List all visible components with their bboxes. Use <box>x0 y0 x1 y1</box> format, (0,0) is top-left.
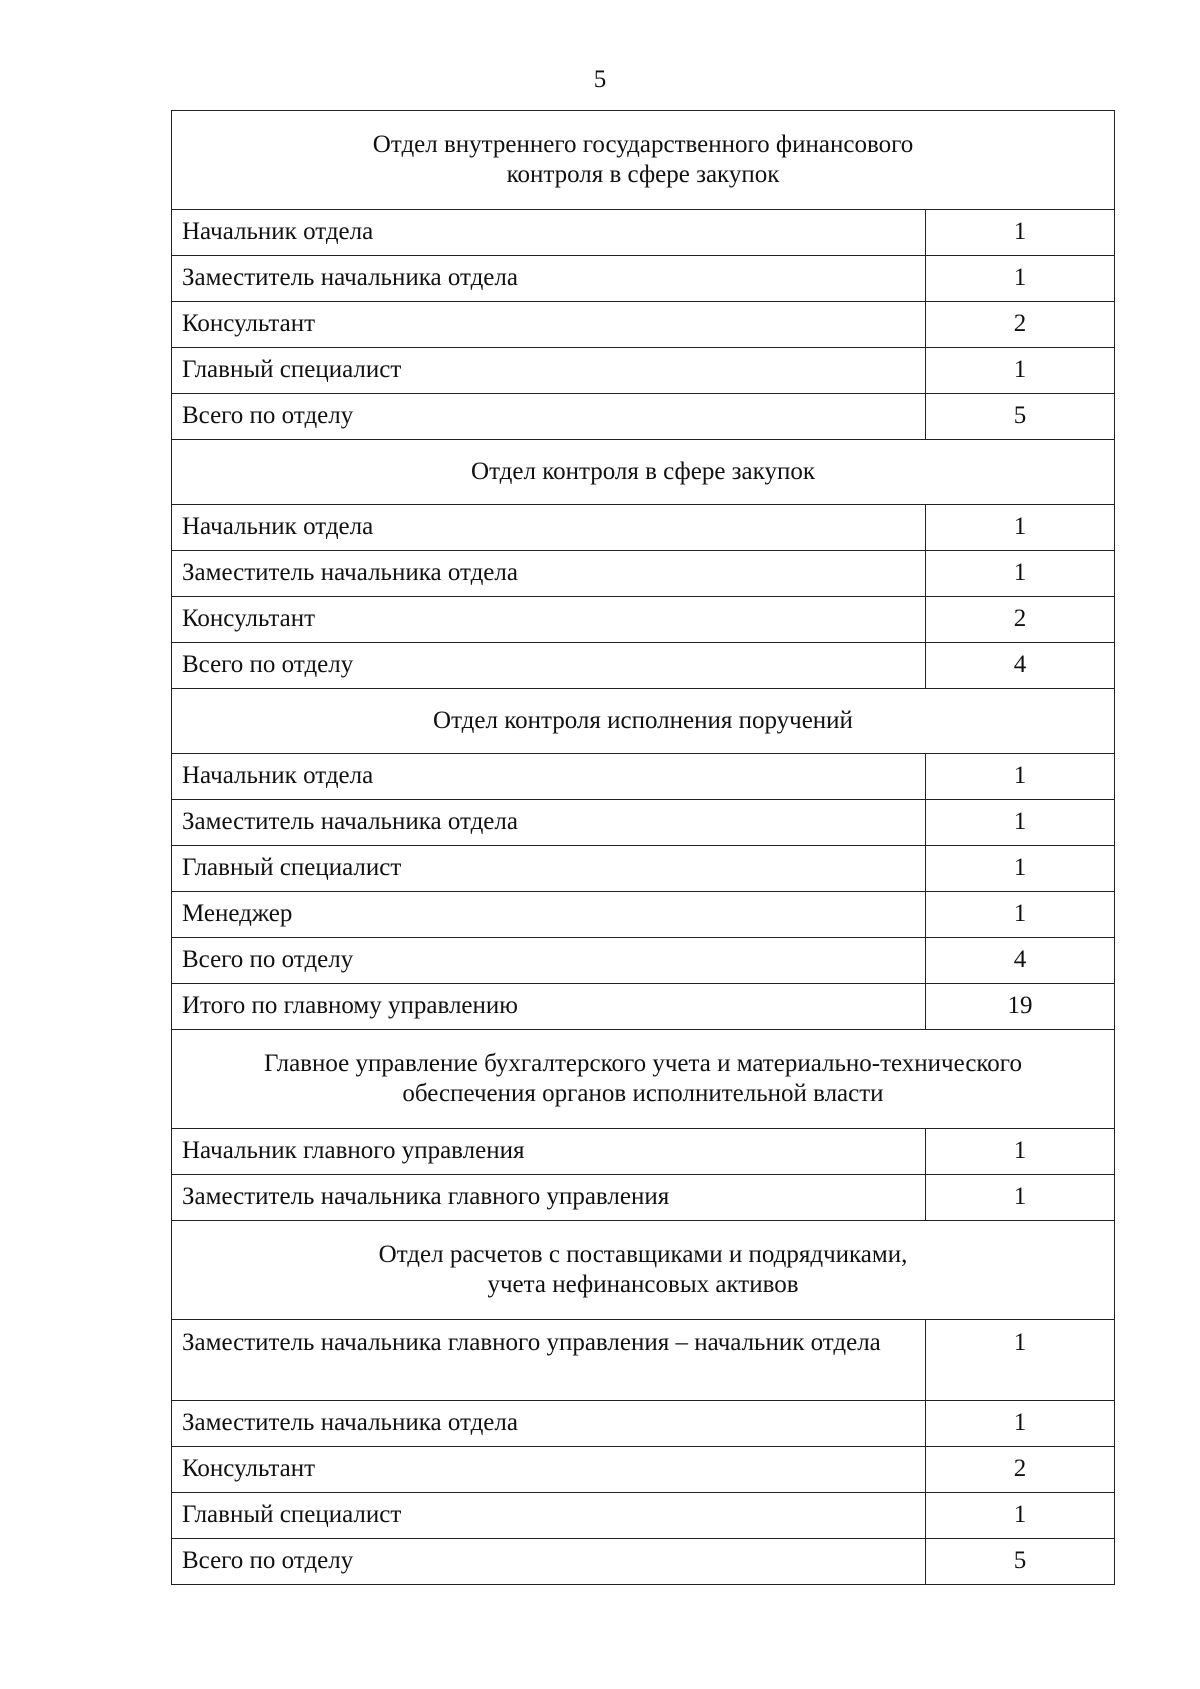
section-title <box>172 111 1115 210</box>
count-cell: 1 <box>926 348 1115 394</box>
position-cell: Заместитель начальника отдела <box>172 1401 926 1447</box>
position-cell: Начальник отдела <box>172 210 926 256</box>
count-cell: 1 <box>926 1175 1115 1221</box>
table-row <box>172 302 1115 348</box>
position-cell: Всего по отделу <box>172 1539 926 1585</box>
position-cell: Всего по отделу <box>172 394 926 440</box>
section-title-line: обеспечения органов исполнительной власти <box>402 1080 884 1107</box>
table-row <box>172 846 1115 892</box>
section-header-row <box>172 689 1115 754</box>
count-cell: 5 <box>926 394 1115 440</box>
position-cell: Всего по отделу <box>172 643 926 689</box>
count-cell: 1 <box>926 1401 1115 1447</box>
position-cell: Заместитель начальника главного управления – начальник отдела <box>172 1320 926 1401</box>
count-cell: 1 <box>926 505 1115 551</box>
table-row <box>172 938 1115 984</box>
count-cell: 5 <box>926 1539 1115 1585</box>
count-cell: 1 <box>926 210 1115 256</box>
table-row <box>172 551 1115 597</box>
section-title-line: Отдел контроля в сфере закупок <box>471 457 815 485</box>
table-row <box>172 984 1115 1030</box>
count-cell: 4 <box>926 938 1115 984</box>
table-row <box>172 1539 1115 1585</box>
position-cell: Начальник отдела <box>172 505 926 551</box>
position-cell: Заместитель начальника отдела <box>172 551 926 597</box>
position-cell: Консультант <box>172 1447 926 1493</box>
section-header-row <box>172 1221 1115 1320</box>
section-title-line: Отдел внутреннего государственного финансового <box>372 130 914 158</box>
position-cell: Консультант <box>172 597 926 643</box>
section-title-line: контроля в сфере закупок <box>506 161 780 188</box>
table-row <box>172 1447 1115 1493</box>
section-title-line: Главное управление бухгалтерского учета и материально-технического <box>264 1049 1022 1077</box>
position-cell: Заместитель начальника отдела <box>172 256 926 302</box>
table-row <box>172 643 1115 689</box>
table-row <box>172 505 1115 551</box>
count-cell: 4 <box>926 643 1115 689</box>
table-row <box>172 210 1115 256</box>
section-header-row <box>172 1030 1115 1129</box>
section-title-line: Отдел контроля исполнения поручений <box>433 706 853 734</box>
count-cell: 1 <box>926 551 1115 597</box>
table-row <box>172 800 1115 846</box>
position-cell: Итого по главному управлению <box>172 984 926 1030</box>
table-row <box>172 892 1115 938</box>
table-row <box>172 256 1115 302</box>
position-cell: Заместитель начальника главного управления <box>172 1175 926 1221</box>
position-cell: Главный специалист <box>172 348 926 394</box>
table-row <box>172 1175 1115 1221</box>
position-cell: Всего по отделу <box>172 938 926 984</box>
position-cell: Главный специалист <box>172 1493 926 1539</box>
position-cell: Заместитель начальника отдела <box>172 800 926 846</box>
table-row <box>172 348 1115 394</box>
section-header-row <box>172 440 1115 505</box>
section-title <box>172 1030 1115 1129</box>
count-cell: 1 <box>926 256 1115 302</box>
count-cell: 1 <box>926 800 1115 846</box>
position-cell: Главный специалист <box>172 846 926 892</box>
table-row <box>172 1401 1115 1447</box>
position-cell: Консультант <box>172 302 926 348</box>
position-cell: Начальник главного управления <box>172 1129 926 1175</box>
section-header-row <box>172 111 1115 210</box>
table-row <box>172 1129 1115 1175</box>
section-title <box>172 440 1115 505</box>
count-cell: 2 <box>926 302 1115 348</box>
count-cell: 2 <box>926 1447 1115 1493</box>
page-number: 5 <box>593 66 607 93</box>
count-cell: 1 <box>926 846 1115 892</box>
table-row <box>172 1320 1115 1401</box>
position-cell: Начальник отдела <box>172 754 926 800</box>
count-cell: 19 <box>926 984 1115 1030</box>
section-title-line: Отдел расчетов с поставщиками и подрядчиками, <box>378 1240 908 1268</box>
count-cell: 1 <box>926 892 1115 938</box>
section-title <box>172 1221 1115 1320</box>
count-cell: 1 <box>926 1320 1115 1401</box>
table-row <box>172 597 1115 643</box>
section-title-line: учета нефинансовых активов <box>487 1271 799 1298</box>
staffing-table <box>171 110 1115 1585</box>
table-row <box>172 1493 1115 1539</box>
position-cell: Менеджер <box>172 892 926 938</box>
table-row <box>172 754 1115 800</box>
table-row <box>172 394 1115 440</box>
count-cell: 1 <box>926 1493 1115 1539</box>
section-title <box>172 689 1115 754</box>
count-cell: 2 <box>926 597 1115 643</box>
count-cell: 1 <box>926 754 1115 800</box>
count-cell: 1 <box>926 1129 1115 1175</box>
